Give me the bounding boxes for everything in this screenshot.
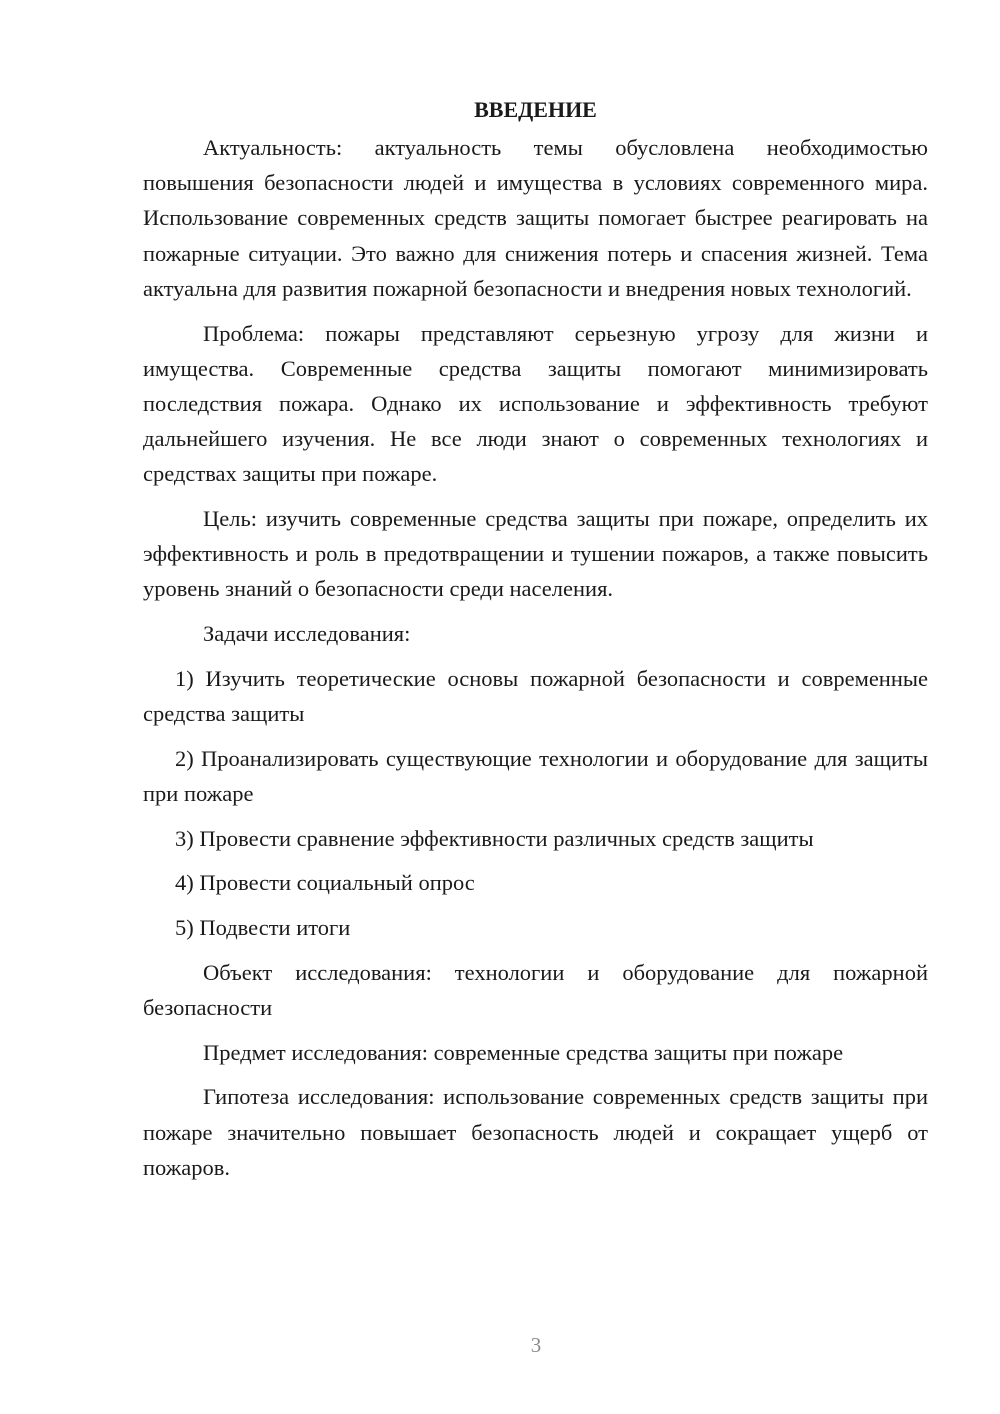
relevance-paragraph: Актуальность: актуальность темы обусловлена необходимостью повышения безопасности людей и имущества в условиях современного мира. Использование современных средств защиты помогает быстрее реагировать на пожарные ситуации. Это важно для снижения потерь и спасения жизней. Тема актуальна для развития пожарной безопасности и внедрения новых технологий. (143, 135, 928, 301)
page-content (143, 92, 928, 1194)
goal-paragraph: Цель: изучить современные средства защиты при пожаре, определить их эффективность и роль в предотвращении и тушении пожаров, а также повысить уровень знаний о безопасности среди населения. (143, 506, 928, 602)
research-object-paragraph: Объект исследования: технологии и оборудование для пожарной безопасности (143, 959, 928, 1020)
task-item-1: 1) Изучить теоретические основы пожарной безопасности и современные средства защиты (143, 665, 928, 727)
page-number: 3 (530, 1333, 542, 1357)
tasks-heading: Задачи исследования: (203, 621, 411, 647)
problem-paragraph: Проблема: пожары представляют серьезную угрозу для жизни и имущества. Современные средства защиты помогают минимизировать последствия пожара. Однако их использование и эффективность требуют дальнейшего изучения. Не все люди знают о современных технологиях и средствах защиты при пожаре. (143, 320, 928, 487)
task-item-4: 4) Провести социальный опрос (175, 870, 475, 896)
task-item-2: 2) Проанализировать существующие технологии и оборудование для защиты при пожаре (143, 745, 928, 806)
page-title: ВВЕДЕНИЕ (474, 97, 597, 122)
task-item-5: 5) Подвести итоги (175, 915, 351, 941)
task-item-3: 3) Провести сравнение эффективности различных средств защиты (175, 825, 814, 851)
hypothesis-paragraph: Гипотеза исследования: использование современных средств защиты при пожаре значительно повышает безопасность людей и сокращает ущерб от пожаров. (143, 1084, 928, 1180)
research-subject-paragraph: Предмет исследования: современные средства защиты при пожаре (203, 1039, 844, 1065)
